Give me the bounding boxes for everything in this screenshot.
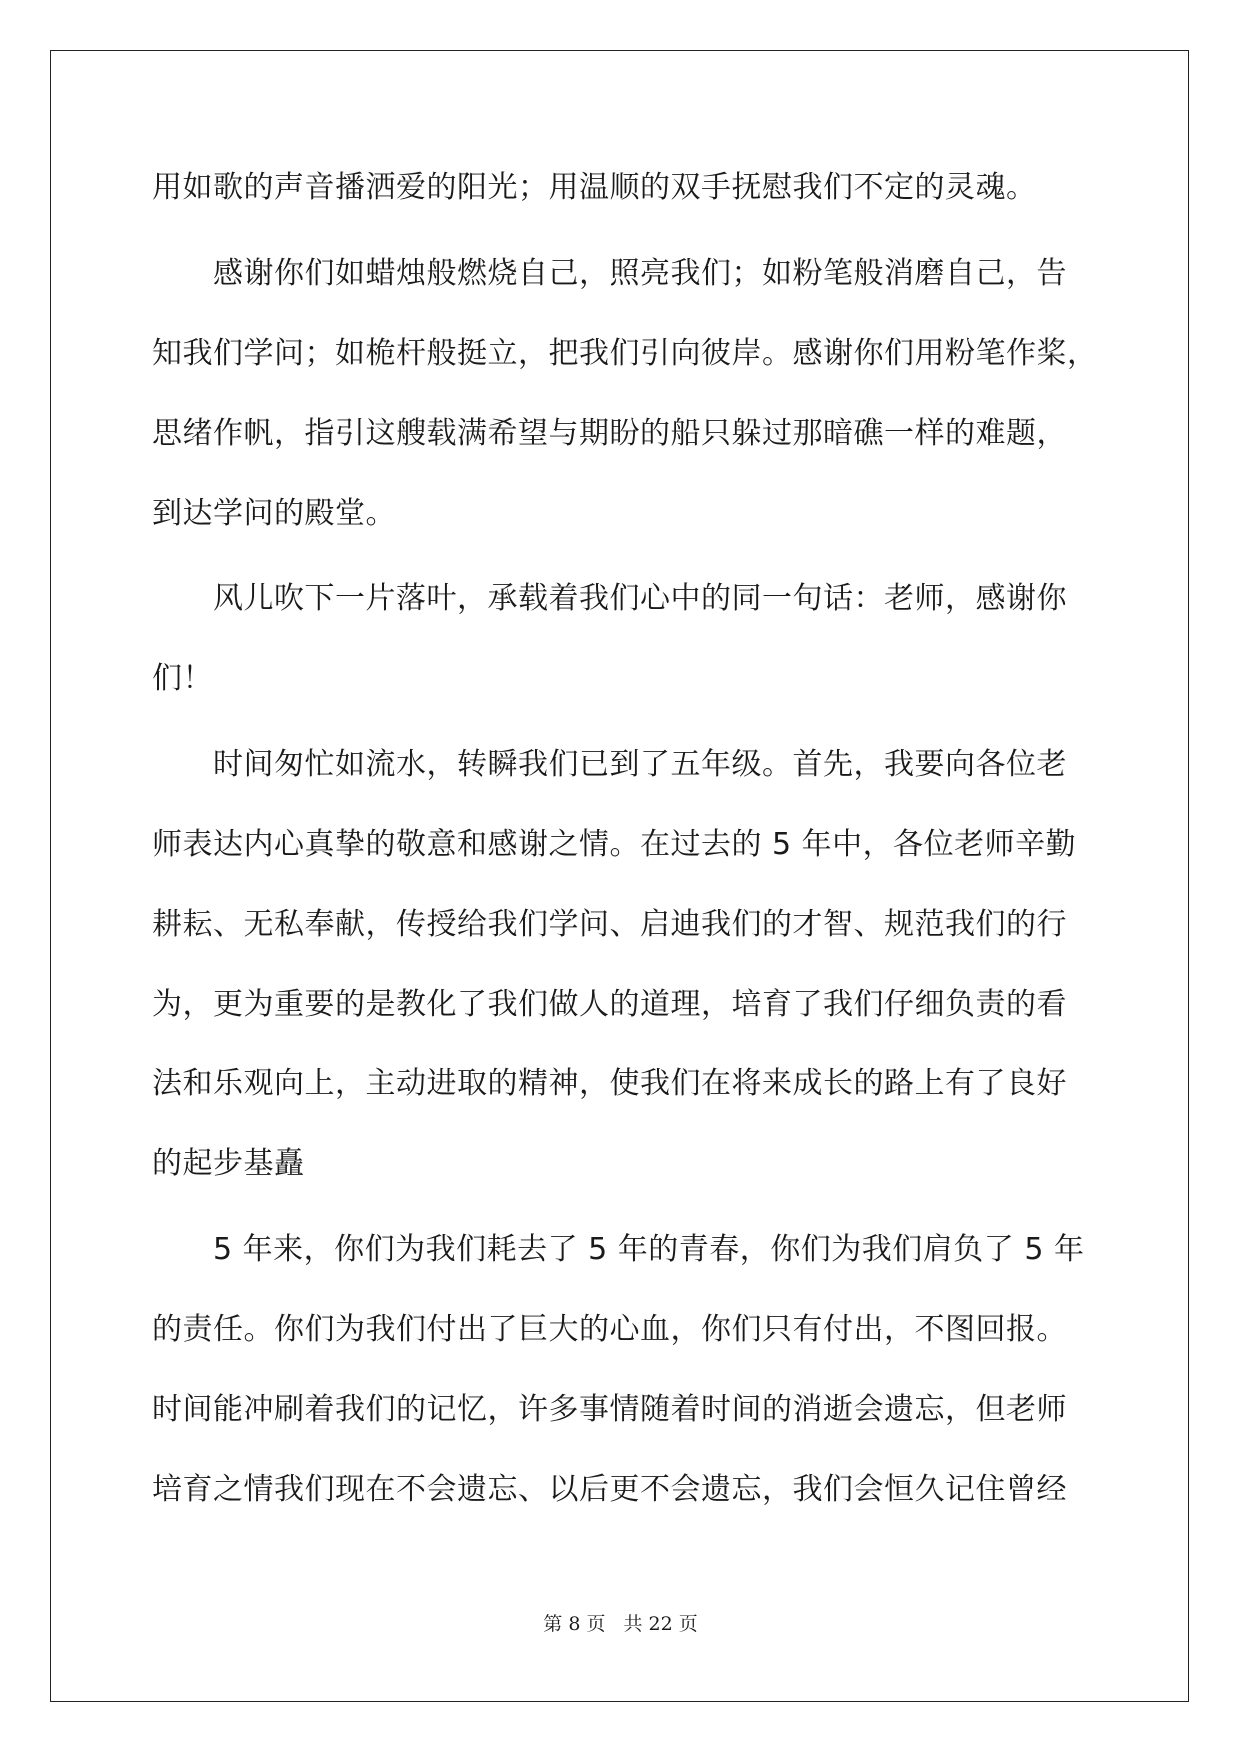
text-line: 用如歌的声音播洒爱的阳光；用温顺的双手抚慰我们不定的灵魂。	[152, 170, 1037, 205]
text-line: 知我们学问；如桅杆般挺立，把我们引向彼岸。感谢你们用粉笔作桨，	[152, 336, 1098, 371]
text-line: 到达学问的殿堂。	[152, 496, 396, 531]
text-line: 们！	[152, 661, 213, 696]
text-line: 5 年来，你们为我们耗去了 5 年的青春，你们为我们肩负了 5 年	[213, 1232, 1085, 1267]
text-line: 耕耘、无私奉献，传授给我们学问、启迪我们的才智、规范我们的行	[152, 907, 1067, 942]
text-line: 师表达内心真挚的敬意和感谢之情。在过去的 5 年中，各位老师辛勤	[152, 827, 1077, 862]
text-line: 法和乐观向上，主动进取的精神，使我们在将来成长的路上有了良好	[152, 1066, 1067, 1101]
text-line: 风儿吹下一片落叶，承载着我们心中的同一句话：老师，感谢你	[213, 581, 1067, 616]
text-line: 时间能冲刷着我们的记忆，许多事情随着时间的消逝会遗忘，但老师	[152, 1392, 1067, 1427]
text-line: 的起步基矗	[152, 1146, 305, 1181]
page-number: 第 8 页	[543, 1613, 606, 1635]
text-line: 培育之情我们现在不会遗忘、以后更不会遗忘，我们会恒久记住曾经	[152, 1472, 1067, 1507]
text-line: 时间匆忙如流水，转瞬我们已到了五年级。首先，我要向各位老	[213, 747, 1067, 782]
page-footer	[0, 1612, 1241, 1636]
text-line: 的责任。你们为我们付出了巨大的心血，你们只有付出，不图回报。	[152, 1312, 1067, 1347]
page-border	[50, 50, 1189, 1702]
text-line: 思绪作帆，指引这艘载满希望与期盼的船只躲过那暗礁一样的难题，	[152, 416, 1067, 451]
text-line: 为，更为重要的是教化了我们做人的道理，培育了我们仔细负责的看	[152, 987, 1067, 1022]
text-line: 感谢你们如蜡烛般燃烧自己，照亮我们；如粉笔般消磨自己，告	[213, 256, 1067, 291]
page-total: 共 22 页	[623, 1613, 698, 1635]
